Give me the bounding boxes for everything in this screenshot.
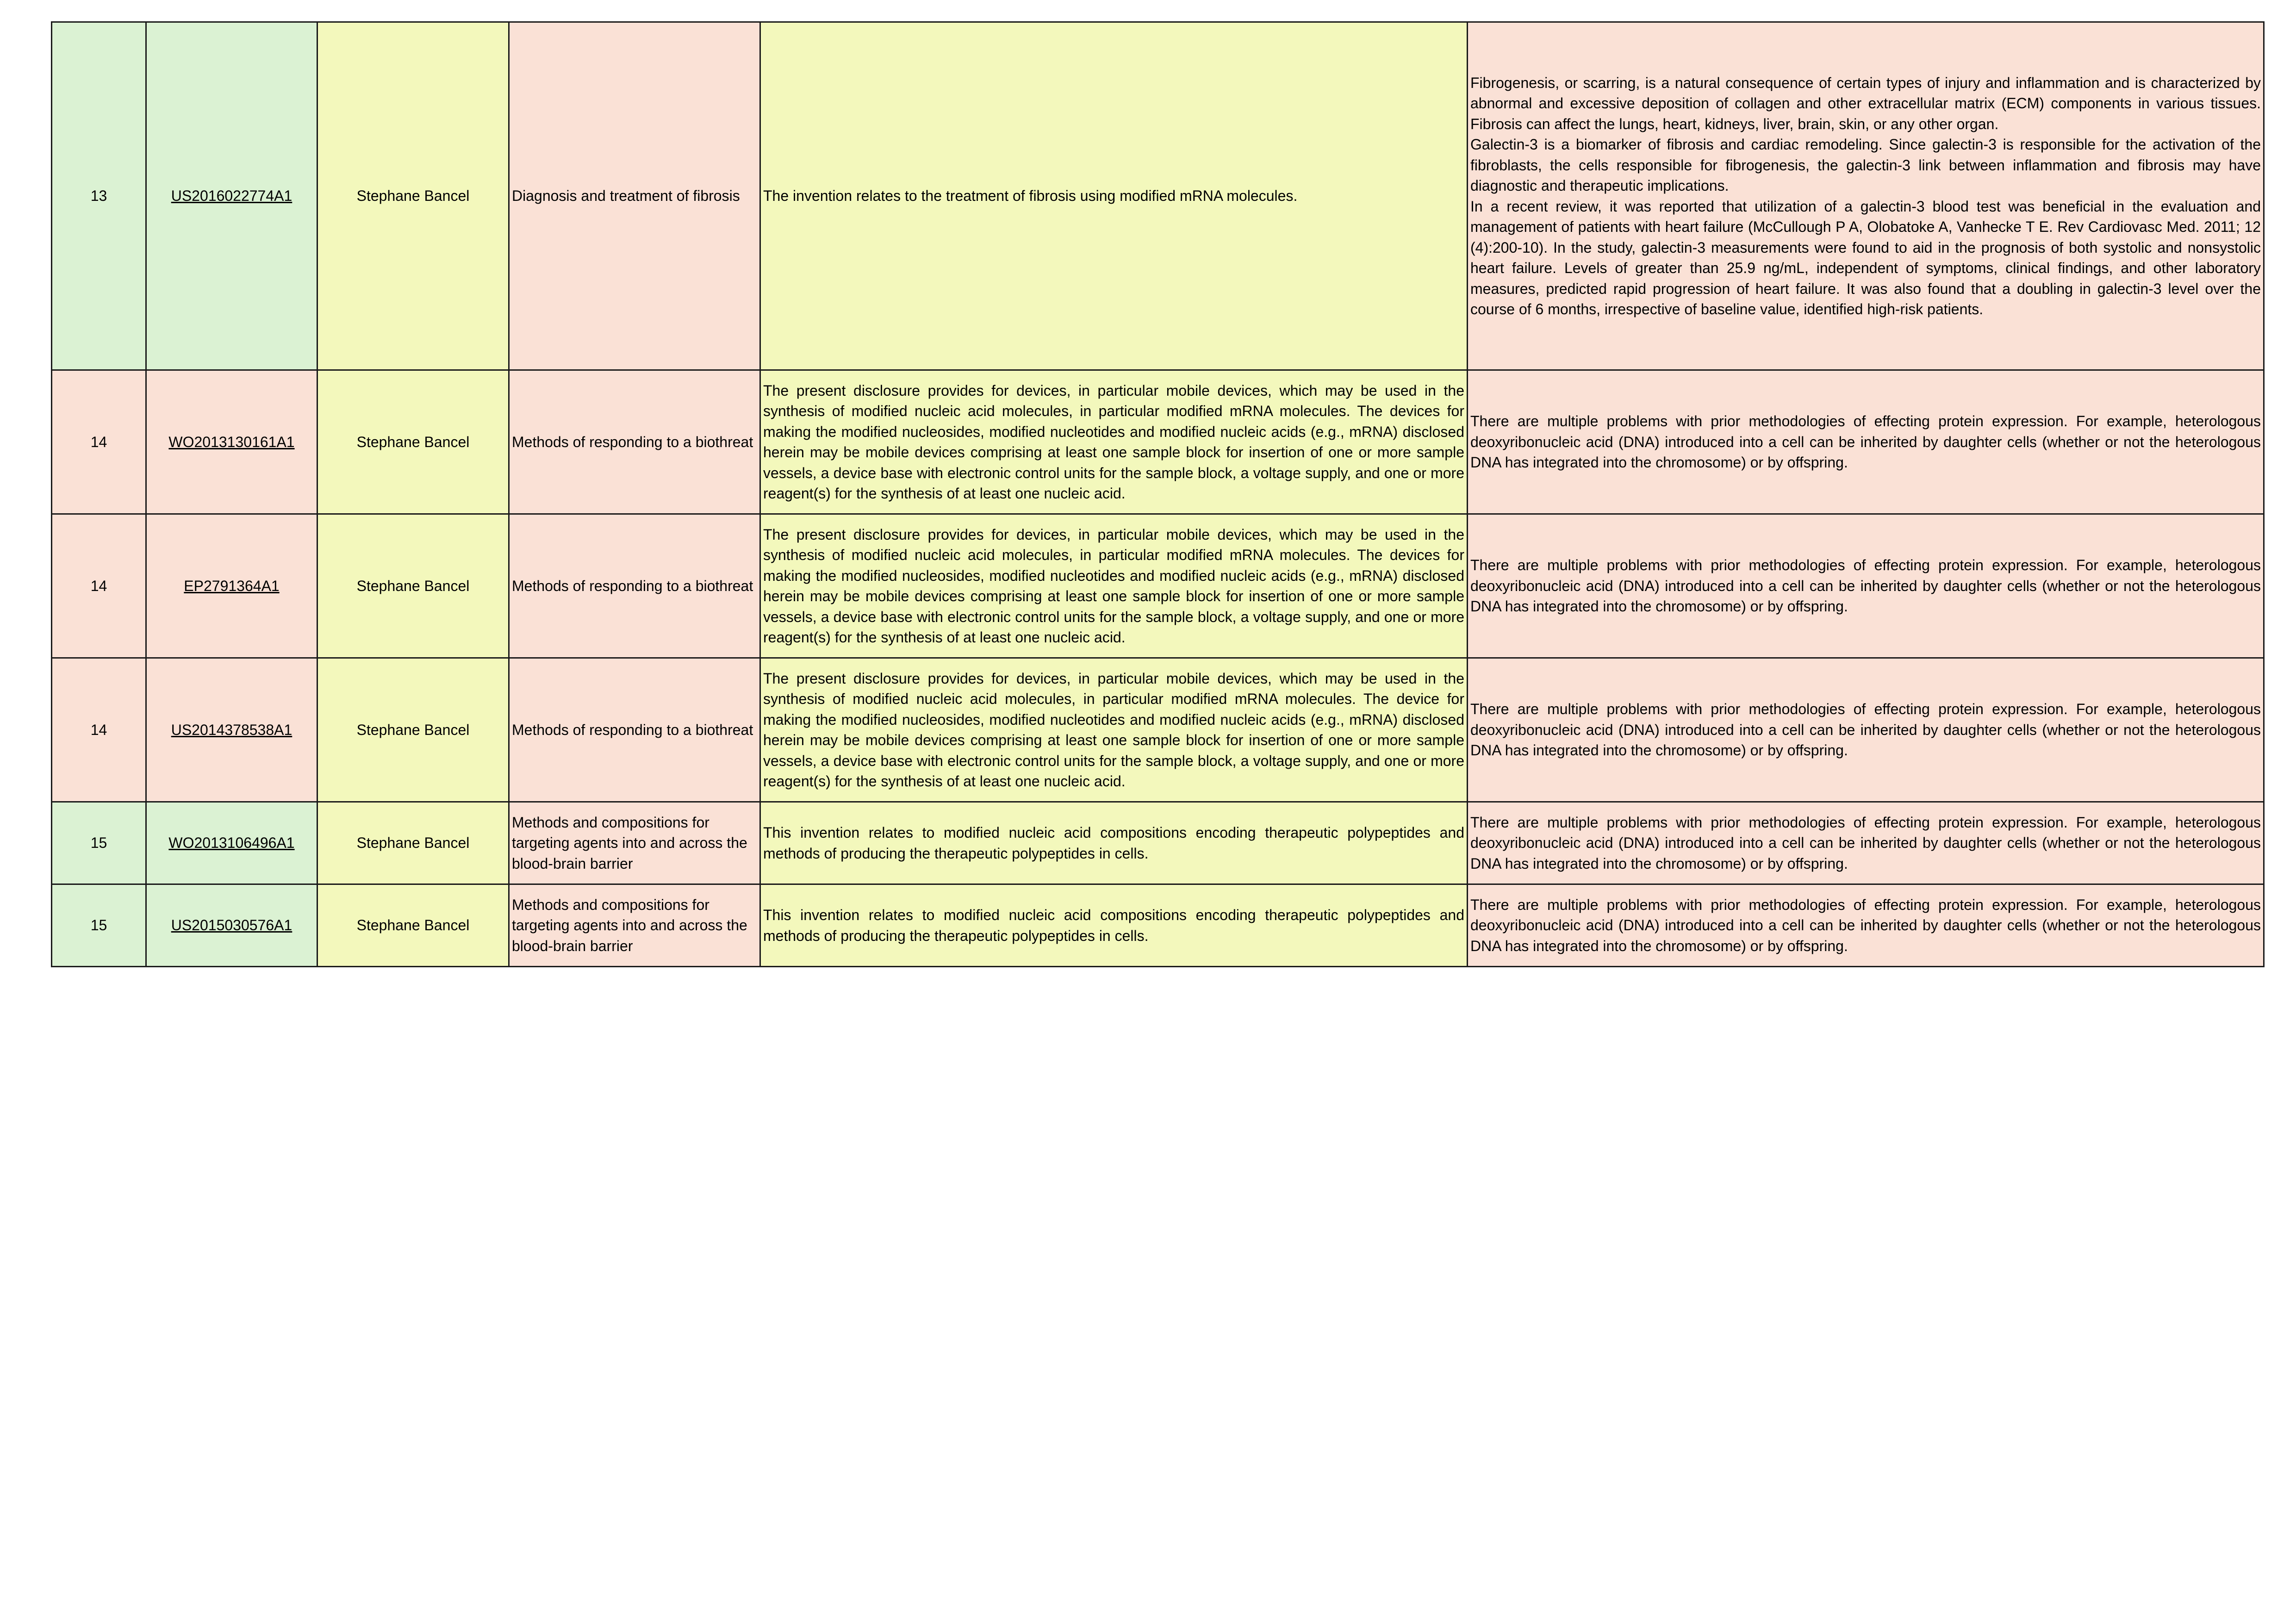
background-paragraph: There are multiple problems with prior methodologies of effecting protein expression. For example, heterologous deoxyribonucleic acid (DNA) introduced into a cell can be inherited by daughter cells (whether or not the heterologous DNA has integrated into the chromosome) or by offspring. <box>1470 896 2261 954</box>
title-cell: Diagnosis and treatment of fibrosis <box>509 22 760 370</box>
title-cell: Methods of responding to a biothreat <box>509 514 760 658</box>
family-number-cell: 14 <box>52 658 146 802</box>
abstract-cell: The invention relates to the treatment of fibrosis using modified mRNA molecules. <box>760 22 1468 370</box>
title-cell: Methods and compositions for targeting agents into and across the blood-brain barrier <box>509 802 760 884</box>
patent-link[interactable]: EP2791364A1 <box>184 577 280 594</box>
background-cell <box>1468 802 2264 884</box>
background-cell <box>1468 658 2264 802</box>
inventor-cell: Stephane Bancel <box>317 22 509 370</box>
inventor-cell: Stephane Bancel <box>317 884 509 967</box>
patent-table <box>51 21 2265 967</box>
abstract-cell: This invention relates to modified nucleic acid compositions encoding therapeutic polypeptides and methods of producing the therapeutic polypeptides in cells. <box>760 884 1468 967</box>
title-cell: Methods and compositions for targeting agents into and across the blood-brain barrier <box>509 884 760 967</box>
family-number-cell: 13 <box>52 22 146 370</box>
background-paragraph: There are multiple problems with prior methodologies of effecting protein expression. For example, heterologous deoxyribonucleic acid (DNA) introduced into a cell can be inherited by daughter cells (whether or not the heterologous DNA has integrated into the chromosome) or by offspring. <box>1470 413 2261 471</box>
background-paragraph: There are multiple problems with prior methodologies of effecting protein expression. For example, heterologous deoxyribonucleic acid (DNA) introduced into a cell can be inherited by daughter cells (whether or not the heterologous DNA has integrated into the chromosome) or by offspring. <box>1470 814 2261 872</box>
abstract-cell: The present disclosure provides for devices, in particular mobile devices, which may be used in the synthesis of modified nucleic acid molecules, in particular modified mRNA molecules. The devices for making the modified nucleosides, modified nucleotides and modified nucleic acids (e.g., mRNA) disclosed herein may be mobile devices comprising at least one sample block for insertion of one or more sample vessels, a device base with electronic control units for the sample block, a voltage supply, and one or more reagent(s) for the synthesis of at least one nucleic acid. <box>760 370 1468 514</box>
table-row <box>52 802 2264 884</box>
background-paragraph: Galectin-3 is a biomarker of fibrosis and cardiac remodeling. Since galectin-3 is responsible for the activation of the fibroblasts, the cells responsible for fibrogenesis, the galectin-3 link between inflammation and fibrosis may have diagnostic and therapeutic implications. <box>1470 136 2261 194</box>
patent-number-cell <box>146 802 317 884</box>
patent-number-cell <box>146 658 317 802</box>
family-number-cell: 14 <box>52 514 146 658</box>
inventor-cell: Stephane Bancel <box>317 370 509 514</box>
abstract-cell: The present disclosure provides for devices, in particular mobile devices, which may be used in the synthesis of modified nucleic acid molecules, in particular modified mRNA molecules. The device for making the modified nucleosides, modified nucleotides and modified nucleic acids (e.g., mRNA) disclosed herein may be mobile devices comprising at least one sample block for insertion of one or more sample vessels, a device base with electronic control units for the sample block, a voltage supply, and one or more reagent(s) for the synthesis of at least one nucleic acid. <box>760 658 1468 802</box>
title-cell: Methods of responding to a biothreat <box>509 370 760 514</box>
patent-number-cell <box>146 22 317 370</box>
background-cell <box>1468 514 2264 658</box>
title-cell: Methods of responding to a biothreat <box>509 658 760 802</box>
family-number-cell: 15 <box>52 884 146 967</box>
background-paragraph: Fibrogenesis, or scarring, is a natural consequence of certain types of injury and inflammation and is characterized by abnormal and excessive deposition of collagen and other extracellular matrix (ECM) components in various tissues. Fibrosis can affect the lungs, heart, kidneys, liver, brain, skin, or any other organ. <box>1470 74 2261 132</box>
patent-number-cell <box>146 514 317 658</box>
table-row <box>52 514 2264 658</box>
patent-link[interactable]: WO2013130161A1 <box>168 433 295 450</box>
patent-link[interactable]: US2014378538A1 <box>171 721 292 738</box>
background-paragraph: There are multiple problems with prior methodologies of effecting protein expression. For example, heterologous deoxyribonucleic acid (DNA) introduced into a cell can be inherited by daughter cells (whether or not the heterologous DNA has integrated into the chromosome) or by offspring. <box>1470 701 2261 759</box>
abstract-cell: The present disclosure provides for devices, in particular mobile devices, which may be used in the synthesis of modified nucleic acid molecules, in particular modified mRNA molecules. The devices for making the modified nucleosides, modified nucleotides and modified nucleic acids (e.g., mRNA) disclosed herein may be mobile devices comprising at least one sample block for insertion of one or more sample vessels, a device base with electronic control units for the sample block, a voltage supply, and one or more reagent(s) for the synthesis of at least one nucleic acid. <box>760 514 1468 658</box>
family-number-cell: 14 <box>52 370 146 514</box>
table-row <box>52 22 2264 370</box>
patent-link[interactable]: US2015030576A1 <box>171 917 292 934</box>
background-cell <box>1468 370 2264 514</box>
table-row <box>52 370 2264 514</box>
background-cell <box>1468 22 2264 370</box>
background-paragraph: In a recent review, it was reported that utilization of a galectin-3 blood test was beneficial in the evaluation and management of patients with heart failure (McCullough P A, Olobatoke A, Vanhecke T E. Rev Cardiovasc Med. 2011; 12 (4):200-10). In the study, galectin-3 measurements were found to aid in the prognosis of both systolic and nonsystolic heart failure. Levels of greater than 25.9 ng/mL, independent of symptoms, clinical findings, and other laboratory measures, predicted rapid progression of heart failure. It was also found that a doubling in galectin-3 level over the course of 6 months, irrespective of baseline value, identified high-risk patients. <box>1470 198 2261 317</box>
family-number-cell: 15 <box>52 802 146 884</box>
patent-number-cell <box>146 884 317 967</box>
background-paragraph: There are multiple problems with prior methodologies of effecting protein expression. For example, heterologous deoxyribonucleic acid (DNA) introduced into a cell can be inherited by daughter cells (whether or not the heterologous DNA has integrated into the chromosome) or by offspring. <box>1470 557 2261 615</box>
patent-link[interactable]: US2016022774A1 <box>171 187 292 205</box>
inventor-cell: Stephane Bancel <box>317 802 509 884</box>
inventor-cell: Stephane Bancel <box>317 514 509 658</box>
abstract-cell: This invention relates to modified nucleic acid compositions encoding therapeutic polypeptides and methods of producing the therapeutic polypeptides in cells. <box>760 802 1468 884</box>
table-row <box>52 658 2264 802</box>
inventor-cell: Stephane Bancel <box>317 658 509 802</box>
table-row <box>52 884 2264 967</box>
patent-number-cell <box>146 370 317 514</box>
patent-link[interactable]: WO2013106496A1 <box>168 834 295 852</box>
background-cell <box>1468 884 2264 967</box>
